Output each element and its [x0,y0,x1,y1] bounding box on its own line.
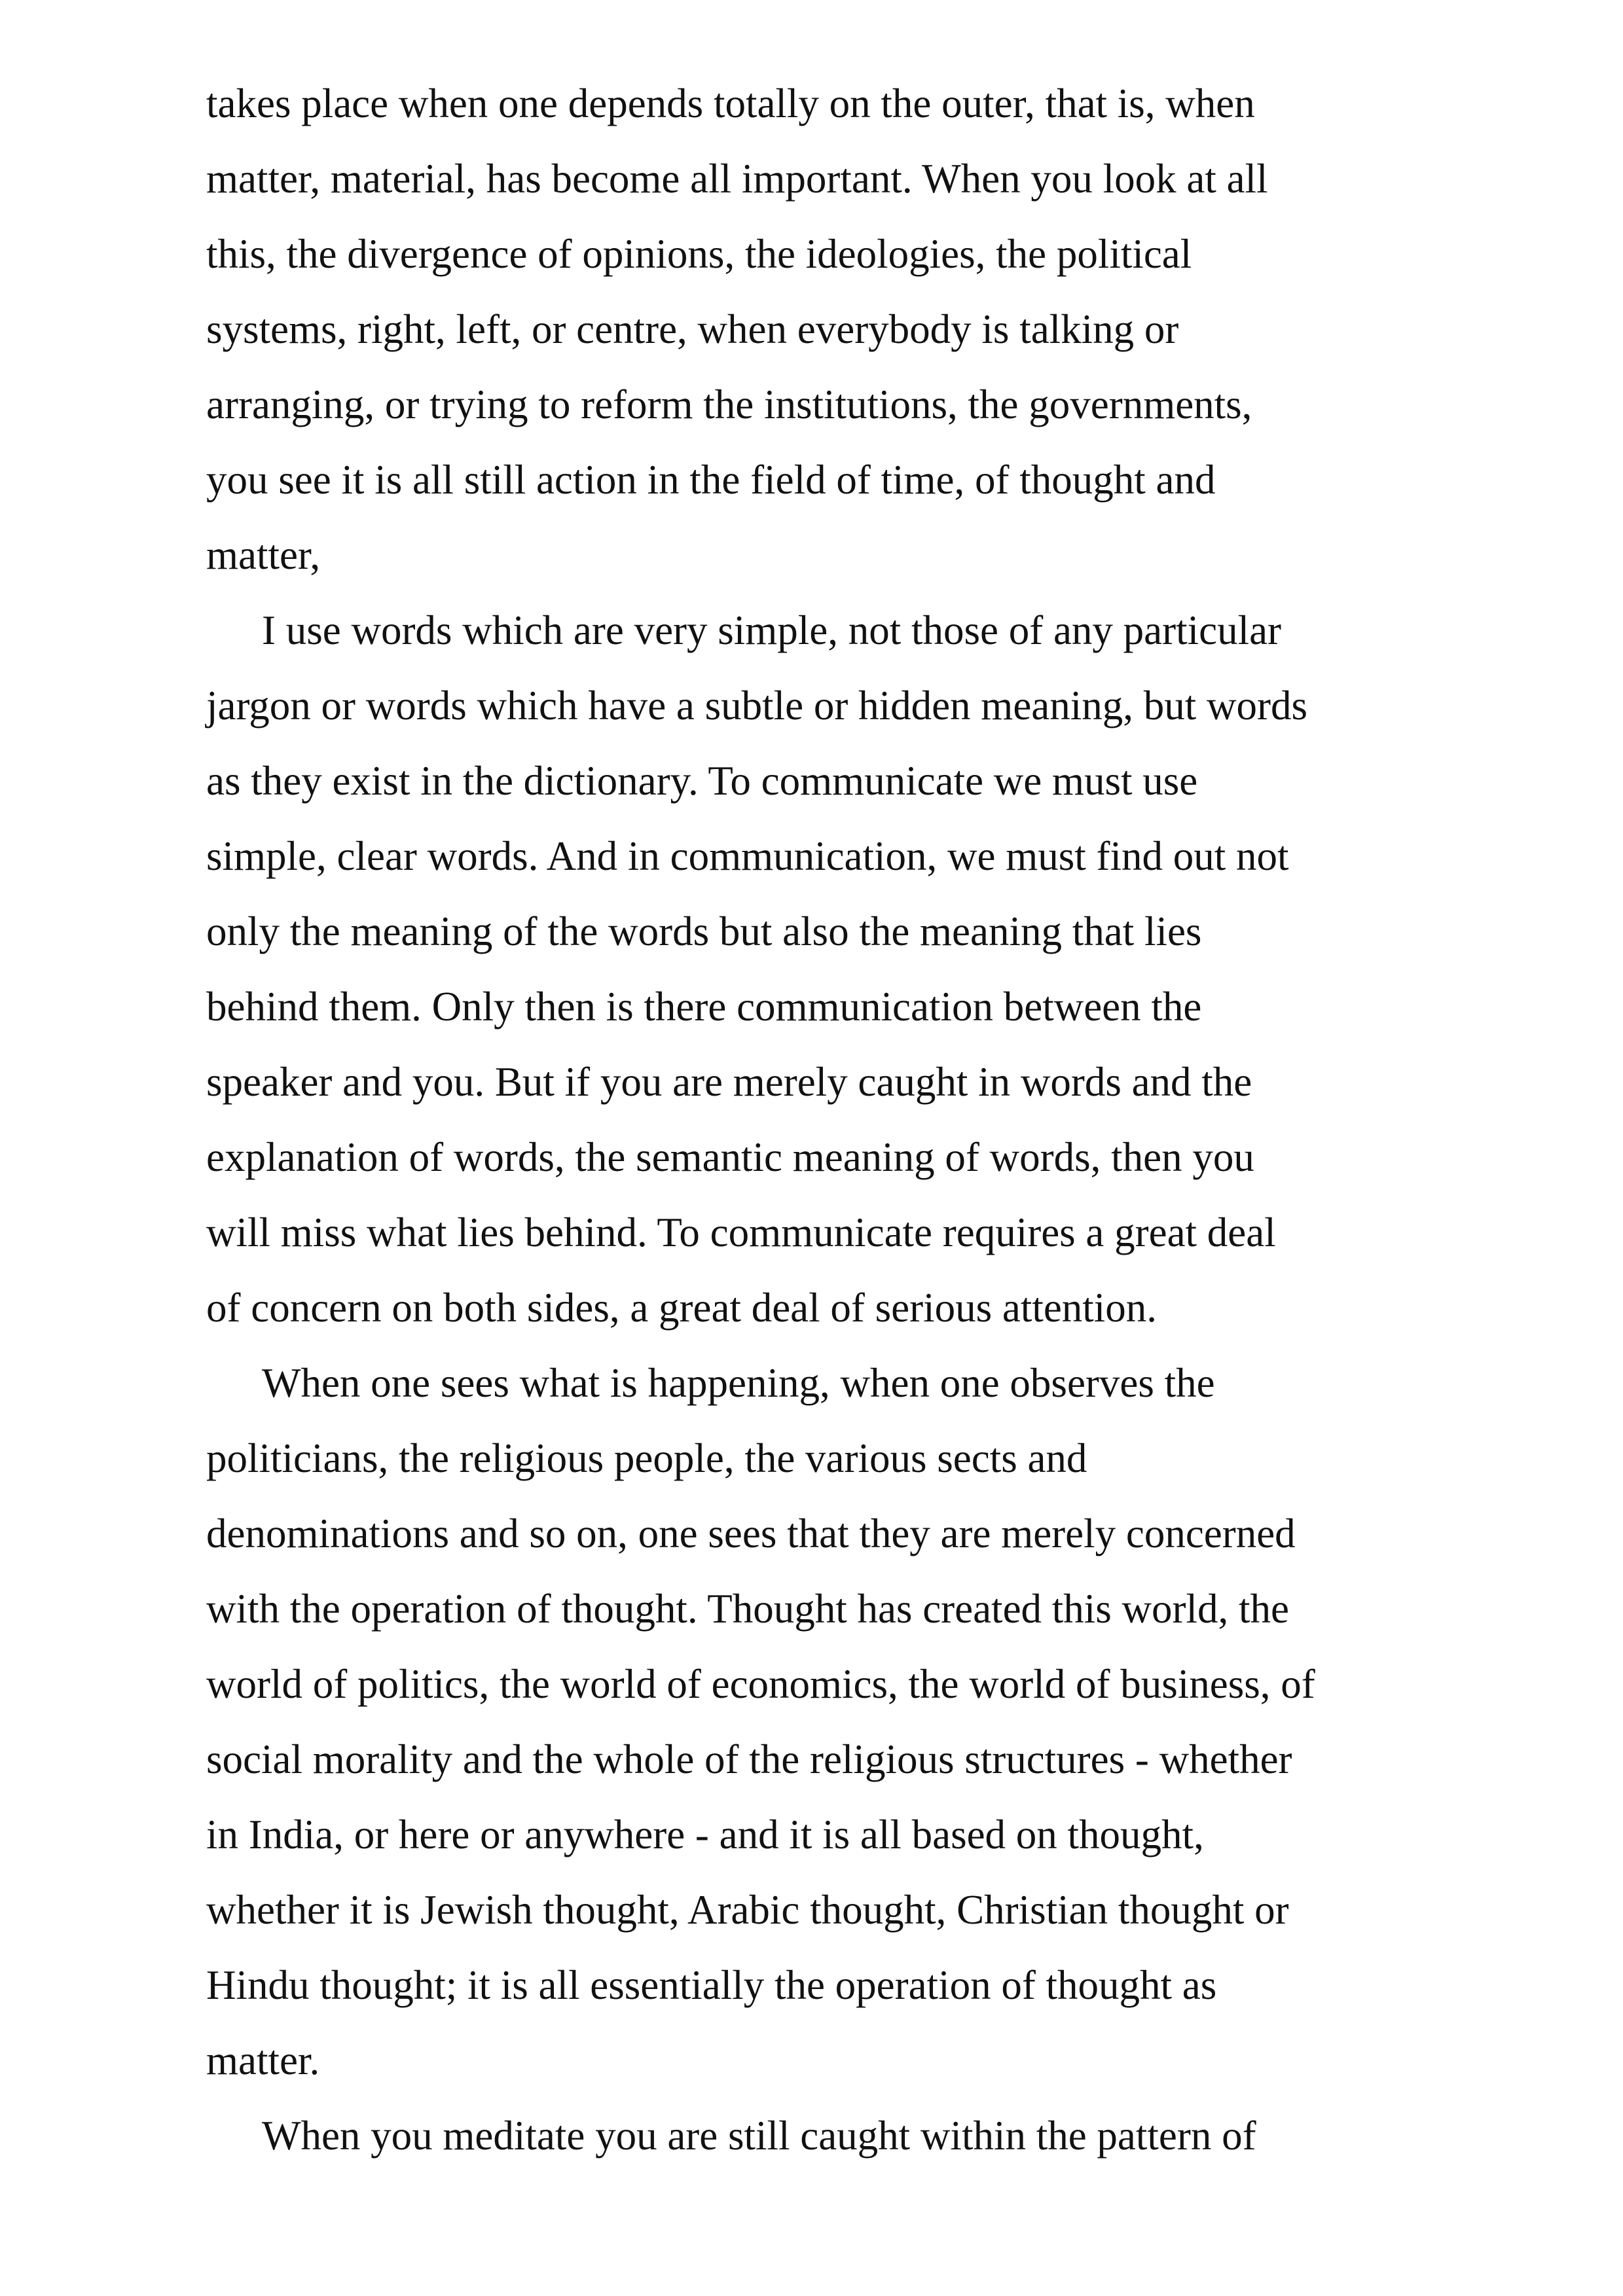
text-line: takes place when one depends totally on the outer, that is, when [206,81,1255,126]
text-line: of concern on both sides, a great deal of serious attention. [206,1285,1158,1331]
text-line: simple, clear words. And in communication, we must find out not [206,833,1289,879]
text-line: world of politics, the world of economics, the world of business, of [206,1661,1315,1707]
text-line: jargon or words which have a subtle or hidden meaning, but words [206,683,1307,728]
text-line: in India, or here or anywhere - and it is all based on thought, [206,1812,1204,1857]
text-line: whether it is Jewish thought, Arabic thought, Christian thought or [206,1887,1289,1933]
text-line: matter, [206,532,321,578]
text-line: social morality and the whole of the religious structures - whether [206,1736,1292,1782]
text-line: Hindu thought; it is all essentially the operation of thought as [206,1962,1217,2008]
paragraph-first-line: When one sees what is happening, when one observes the [262,1360,1215,1406]
text-line: only the meaning of the words but also the meaning that lies [206,908,1202,954]
text-line: matter, material, has become all important. When you look at all [206,156,1268,202]
paragraph-first-line: When you meditate you are still caught within the pattern of [262,2113,1256,2159]
text-line: behind them. Only then is there communication between the [206,984,1202,1030]
text-line: this, the divergence of opinions, the ideologies, the political [206,231,1192,277]
text-line: politicians, the religious people, the various sects and [206,1435,1087,1481]
text-line: speaker and you. But if you are merely caught in words and the [206,1059,1252,1105]
text-line: denominations and so on, one sees that they are merely concerned [206,1511,1296,1556]
text-line: systems, right, left, or centre, when everybody is talking or [206,306,1179,352]
text-line: you see it is all still action in the field of time, of thought and [206,457,1216,503]
paragraph-first-line: I use words which are very simple, not those of any particular [262,607,1282,653]
text-line: will miss what lies behind. To communicate requires a great deal [206,1210,1276,1255]
text-line: matter. [206,2037,320,2083]
text-line: with the operation of thought. Thought has created this world, the [206,1586,1289,1632]
text-line: explanation of words, the semantic meaning of words, then you [206,1134,1254,1180]
text-line: arranging, or trying to reform the institutions, the governments, [206,382,1252,427]
text-line: as they exist in the dictionary. To communicate we must use [206,758,1198,804]
